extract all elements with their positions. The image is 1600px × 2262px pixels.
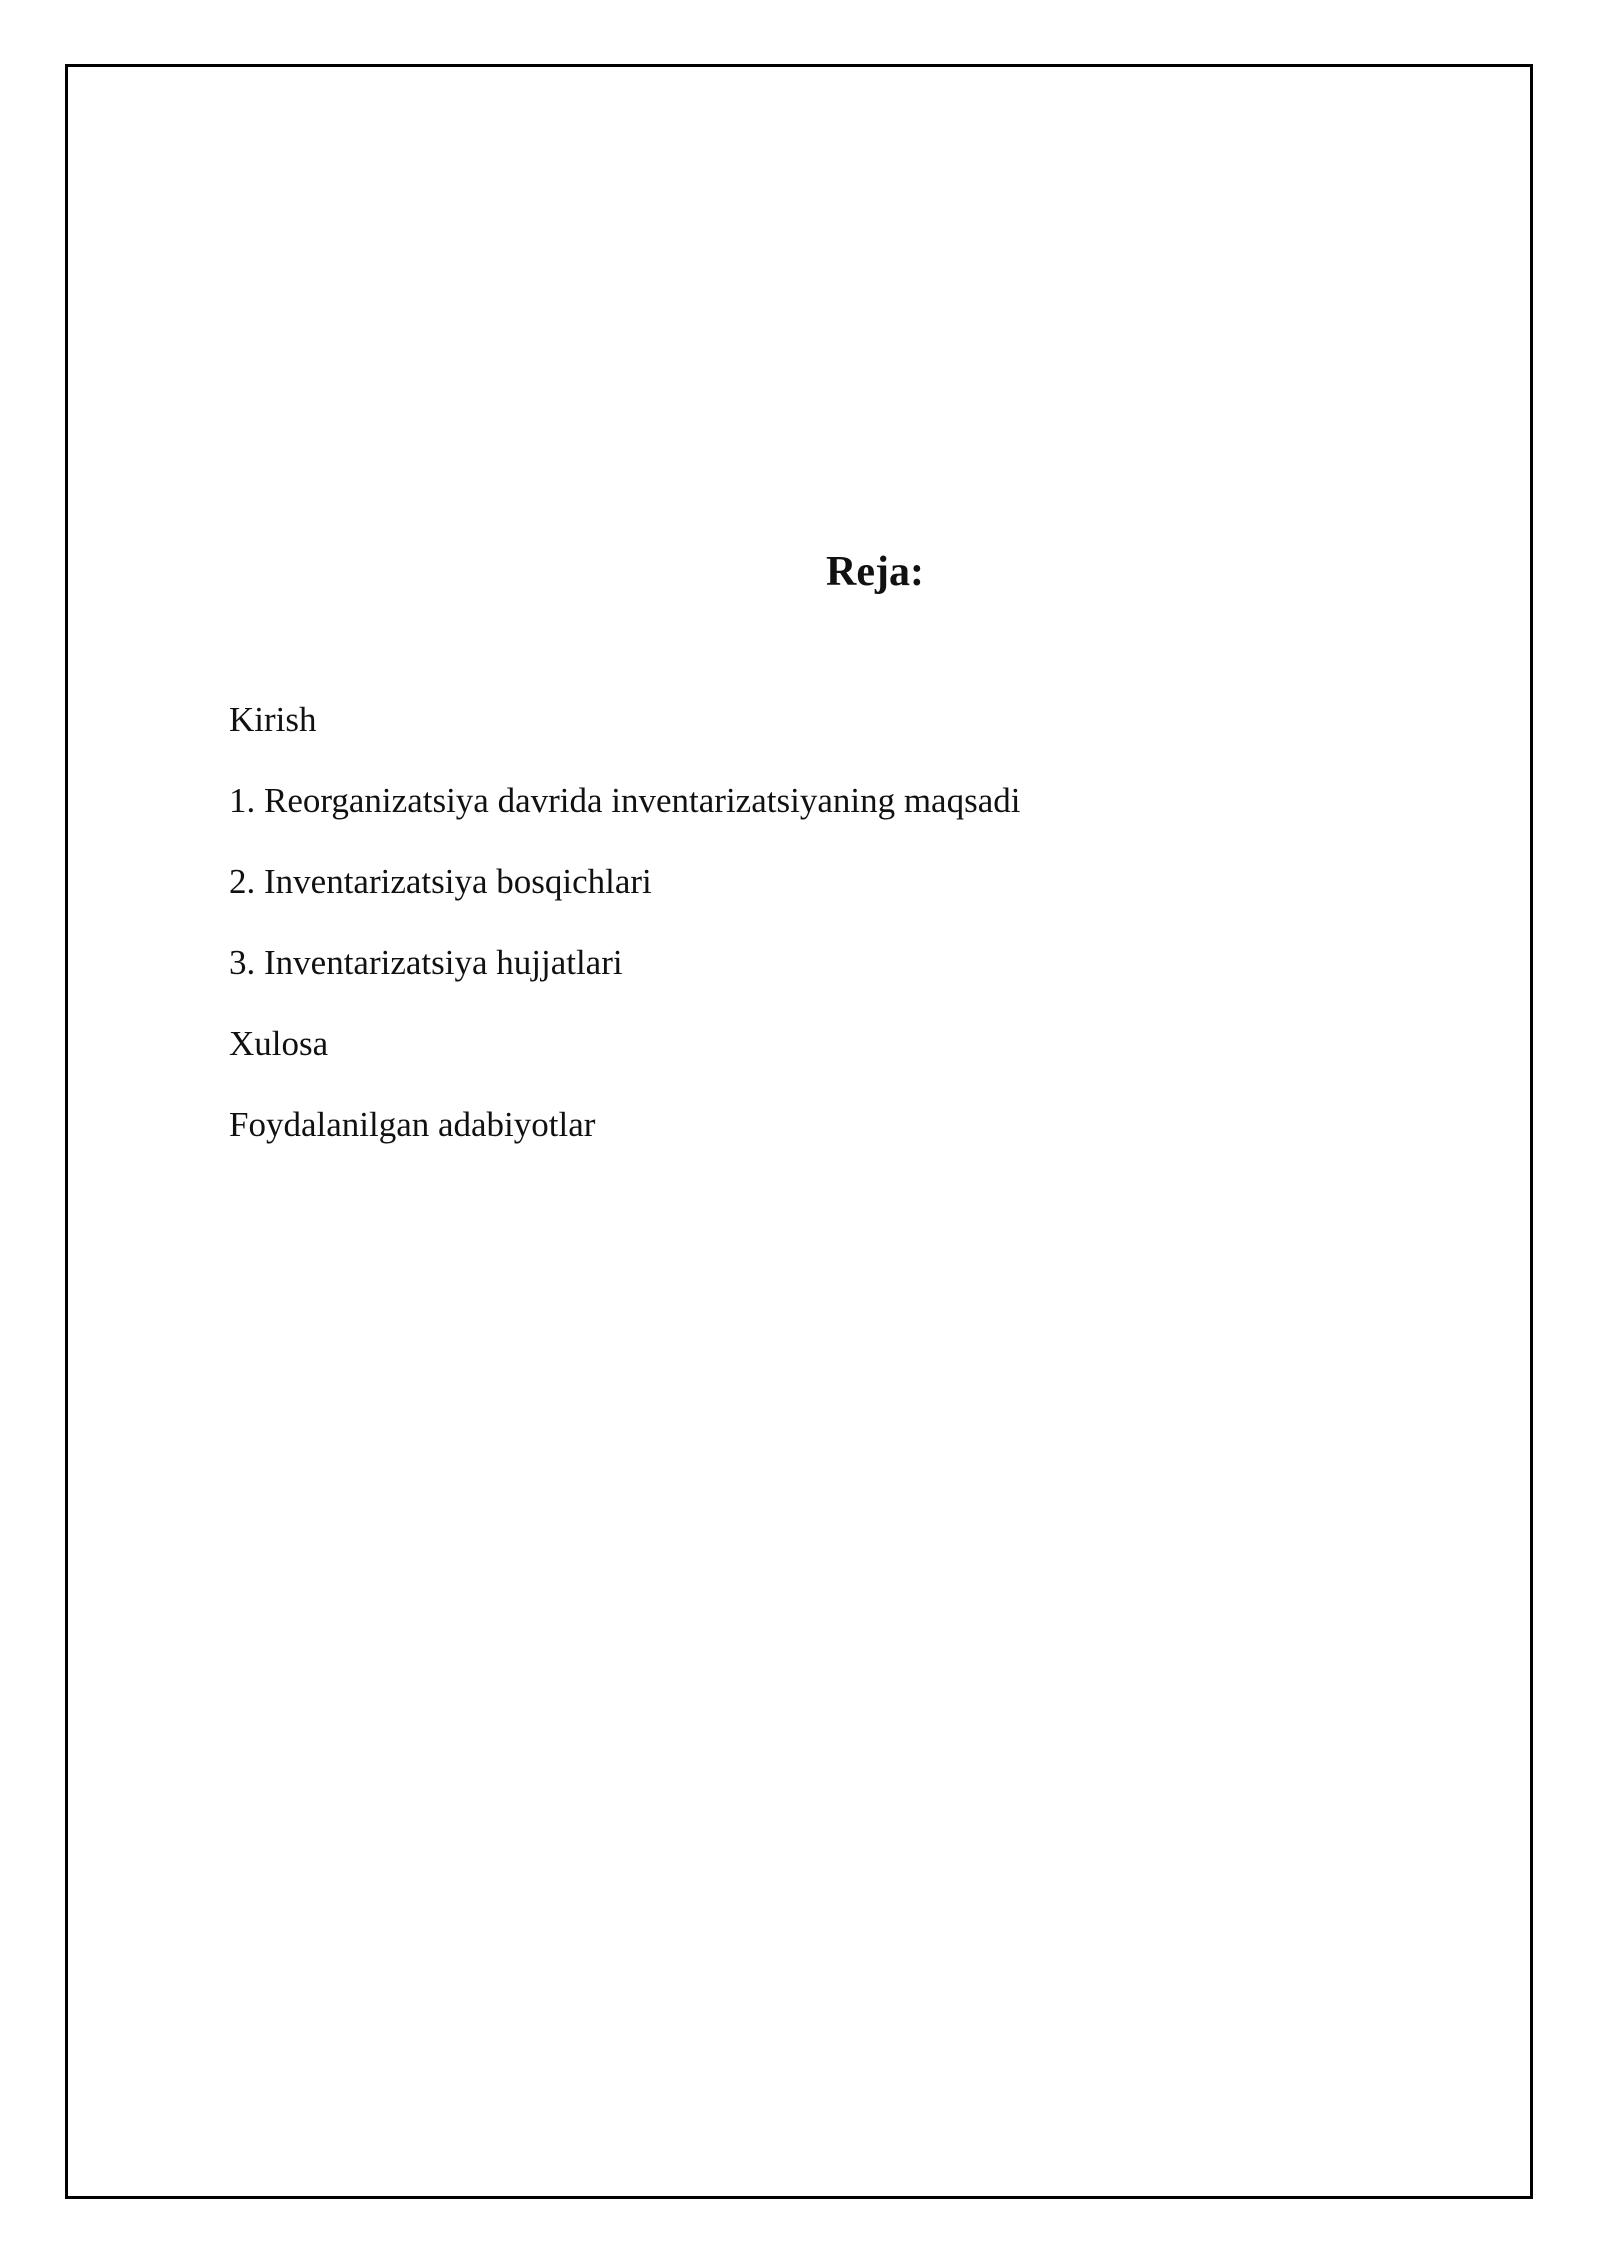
toc-item-2: 2. Inventarizatsiya bosqichlari xyxy=(229,862,652,901)
toc-item-introduction: Kirish xyxy=(229,700,317,739)
page-title: Reja: xyxy=(826,549,924,595)
toc-item-3: 3. Inventarizatsiya hujjatlari xyxy=(229,943,623,982)
table-of-contents xyxy=(229,700,1020,1186)
toc-item-conclusion: Xulosa xyxy=(229,1024,329,1063)
toc-item-references: Foydalanilgan adabiyotlar xyxy=(229,1105,596,1144)
toc-item-1: 1. Reorganizatsiya davrida inventarizatsiyaning maqsadi xyxy=(229,781,1021,820)
